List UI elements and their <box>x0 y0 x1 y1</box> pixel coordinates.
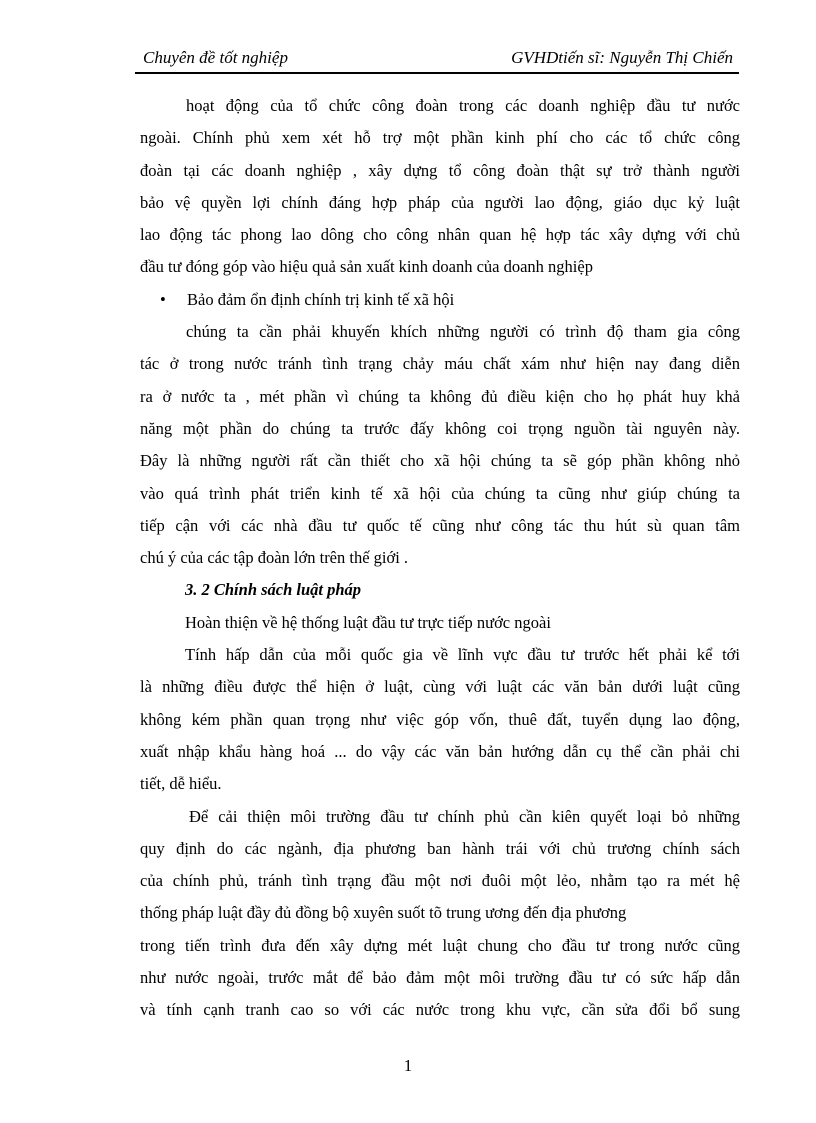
section-heading: 3. 2 Chính sách luật pháp <box>185 580 362 600</box>
document-body <box>140 90 740 1027</box>
text-line: bảo vệ quyền lợi chính đáng hợp pháp của người lao động, giáo dục kỷ luật <box>140 192 740 212</box>
subsection-title: Hoàn thiện về hệ thống luật đầu tư trực tiếp nước ngoài <box>185 612 551 632</box>
text-line: xuất nhập khẩu hàng hoá ... do vậy các văn bản hướng dẫn cụ thể cần phải chi <box>140 741 740 761</box>
text-line: vào quá trình phát triển kinh tế xã hội của chúng ta cũng như giúp chúng ta <box>140 483 740 503</box>
text-line: của chính phủ, tránh tình trạng đầu một nơi đuôi một lẻo, nhằm tạo ra mét hệ <box>140 871 740 891</box>
bullet-item <box>140 284 740 316</box>
text-line: lao động tác phong lao dông cho công nhân quan hệ hợp tác xây dựng với chủ <box>140 225 740 245</box>
text-line: ngoài. Chính phủ xem xét hỗ trợ một phần kinh phí cho các tổ chức công <box>140 128 740 148</box>
text-line: Tính hấp dẫn của mỗi quốc gia về lĩnh vực đầu tư trước hết phải kể tới <box>185 645 740 665</box>
text-line: hoạt động của tổ chức công đoàn trong các doanh nghiệp đầu tư nước <box>186 96 740 115</box>
page-header <box>135 46 739 74</box>
header-right-supervisor: GVHDtiến sĩ: Nguyễn Thị Chiến <box>511 48 733 67</box>
page-number: 1 <box>403 1056 413 1075</box>
header-left-title: Chuyên đề tốt nghiệp <box>143 48 288 67</box>
text-line: Để cải thiện môi trường đầu tư chính phủ cần kiên quyết loại bỏ những <box>189 806 740 826</box>
text-line: và tính cạnh tranh cao so với các nước trong khu vực, cần sửa đổi bổ sung <box>140 1000 740 1020</box>
text-line: thống pháp luật đầy đủ đồng bộ xuyên suốt tõ trung ương đến địa phương <box>140 903 627 923</box>
bullet-icon: • <box>160 289 166 309</box>
text-line: năng một phần do chúng ta trước đấy không coi trọng nguồn tài nguyên này. <box>140 418 740 438</box>
text-line: chú ý của các tập đoàn lớn trên thế giới . <box>140 548 409 568</box>
text-line: quy định do các ngành, địa phương ban hành trái với chủ trương chính sách <box>140 838 740 858</box>
text-line: ra ở nước ta , mét phần vì chúng ta không đủ điều kiện cho họ phát huy khả <box>140 386 740 406</box>
text-line: Đây là những người rất cần thiết cho xã hội chúng ta sẽ góp phần không nhỏ <box>140 451 740 471</box>
text-line: là những điều được thể hiện ở luật, cùng với luật các văn bản dưới luật cũng <box>140 677 740 697</box>
text-line: tác ở trong nước tránh tình trạng chảy máu chất xám như hiện nay đang diễn <box>140 354 740 374</box>
bullet-text: Bảo đảm ổn định chính trị kinh tế xã hội <box>187 289 455 309</box>
text-line: như nước ngoài, trước mắt để bảo đảm một môi trường đầu tư có sức hấp dẫn <box>140 968 740 988</box>
text-line: đầu tư đóng góp vào hiệu quả sản xuất kinh doanh của doanh nghiệp <box>140 257 593 277</box>
text-line: đoàn tại các doanh nghiệp , xây dựng tổ công đoàn thật sự trở thành người <box>140 160 740 180</box>
text-line: chúng ta cần phải khuyến khích những người có trình độ tham gia công <box>186 322 740 342</box>
text-line: trong tiến trình đưa đến xây dựng mét luật chung cho đầu tư trong nước cũng <box>140 935 740 955</box>
text-line: tiếp cận với các nhà đầu tư quốc tế cũng như công tác thu hút sù quan tâm <box>140 515 740 535</box>
text-line: không kém phần quan trọng như việc góp vốn, thuê đất, tuyển dụng lao động, <box>140 709 740 729</box>
text-line: tiết, dễ hiểu. <box>140 774 222 794</box>
